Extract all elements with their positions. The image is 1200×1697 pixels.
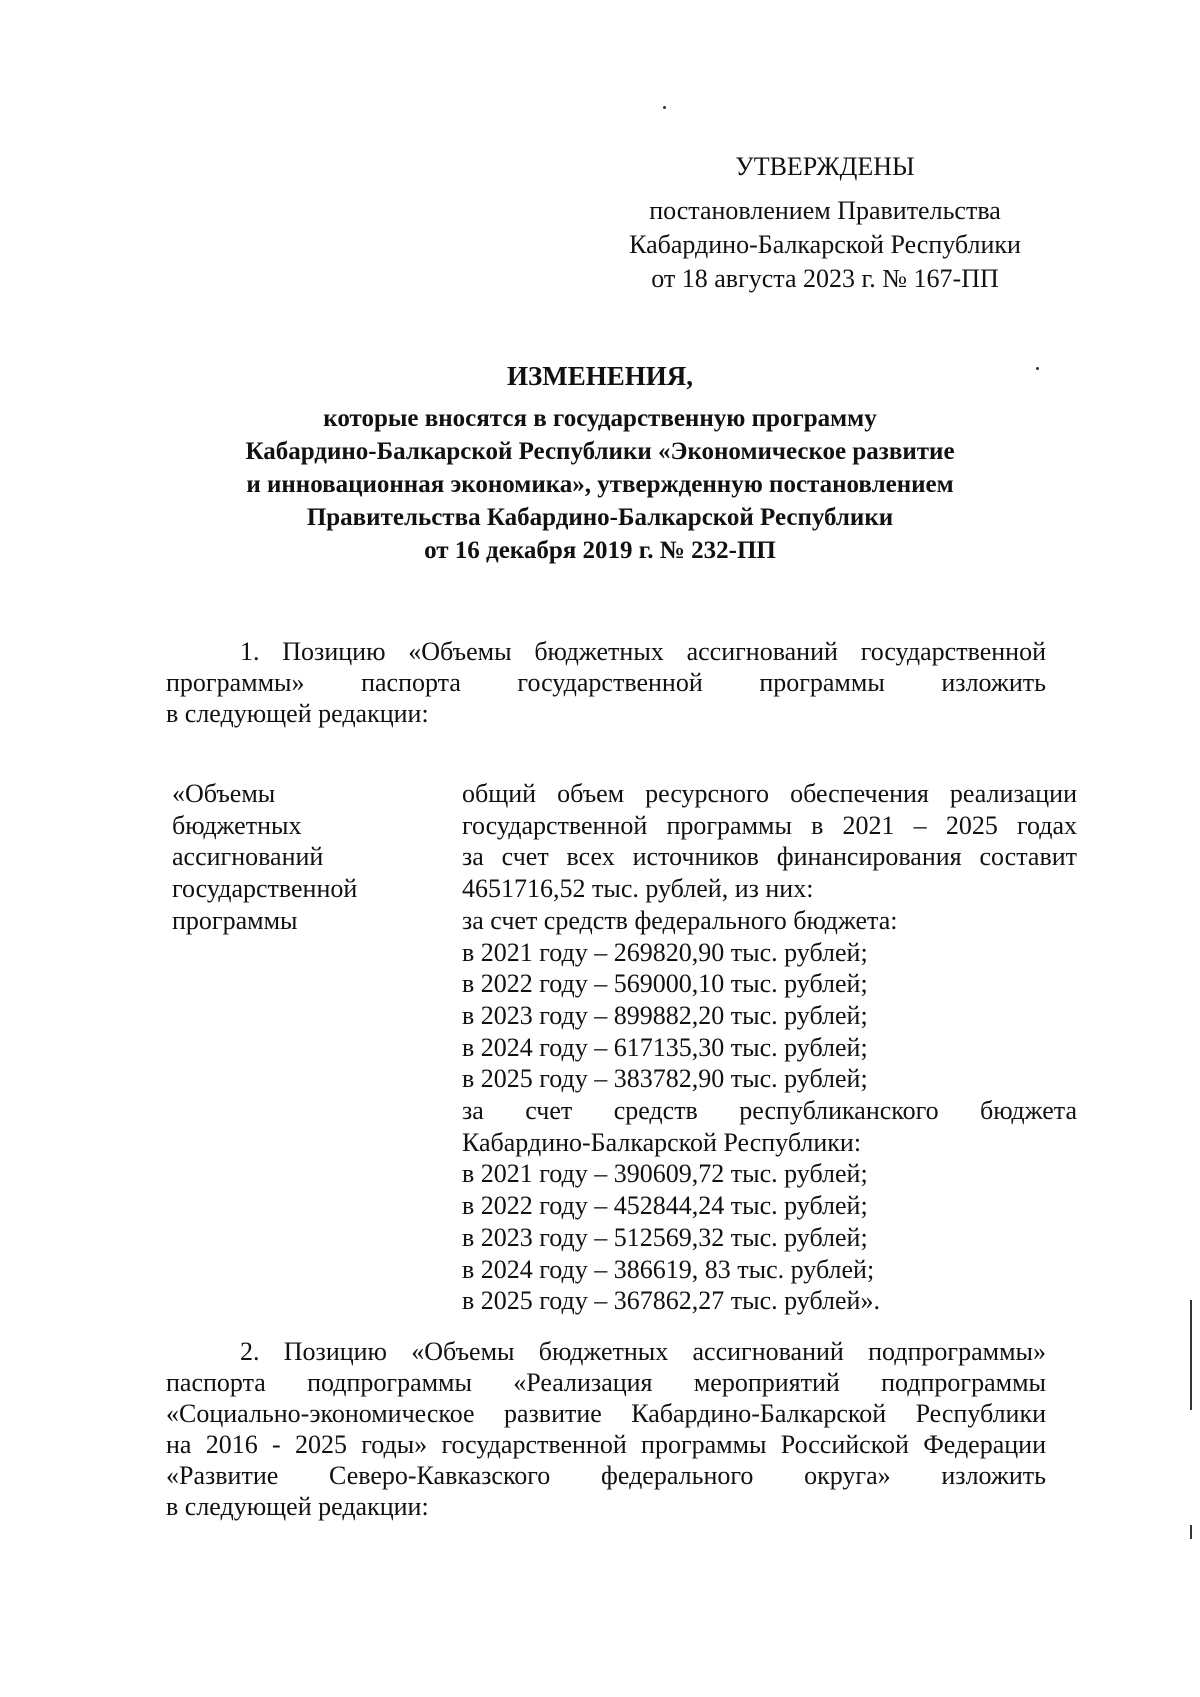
table-label-line: бюджетных xyxy=(172,810,302,840)
approval-line: от 18 августа 2023 г. № 167-ПП xyxy=(651,264,999,293)
scan-speck xyxy=(663,106,666,109)
title-line: от 16 декабря 2019 г. № 232-ПП xyxy=(424,537,776,564)
table-value-line: за счет средств республиканского бюджета xyxy=(462,1096,1077,1126)
table-value-line: государственной программы в 2021 – 2025 годах xyxy=(462,810,1077,840)
table-value-line: в 2023 году – 899882,20 тыс. рублей; xyxy=(462,1000,868,1030)
approval-line: постановлением Правительства xyxy=(649,196,1001,225)
paragraph-line: «Социально-экономическое развитие Кабардино-Балкарской Республики xyxy=(166,1399,1046,1428)
table-value-line: в 2025 году – 367862,27 тыс. рублей». xyxy=(462,1286,880,1316)
approval-heading: УТВЕРЖДЕНЫ xyxy=(735,152,915,181)
table-value-line: за счет всех источников финансирования составит xyxy=(462,842,1077,872)
table-value-cell xyxy=(462,778,1077,1317)
approval-line: Кабардино-Балкарской Республики xyxy=(629,230,1021,259)
table-value-line: в 2021 году – 269820,90 тыс. рублей; xyxy=(462,937,868,967)
paragraph-line: в следующей редакции: xyxy=(166,699,429,728)
table-value-line: в 2022 году – 452844,24 тыс. рублей; xyxy=(462,1191,868,1221)
paragraph-line: «Развитие Северо-Кавказского федерального округа» изложить xyxy=(166,1461,1046,1490)
document-title xyxy=(150,356,1050,567)
table-value-line: в 2024 году – 617135,30 тыс. рублей; xyxy=(462,1032,868,1062)
table-label-line: программы xyxy=(172,905,298,935)
paragraph-line: в следующей редакции: xyxy=(166,1492,429,1521)
point-1-paragraph xyxy=(166,636,1046,729)
paragraph-line: паспорта подпрограммы «Реализация мероприятий подпрограммы xyxy=(166,1368,1046,1397)
table-value-line: за счет средств федерального бюджета: xyxy=(462,905,898,935)
title-line: которые вносятся в государственную программу xyxy=(323,405,877,432)
table-label-line: «Объемы xyxy=(172,779,276,808)
table-value-line: общий объем ресурсного обеспечения реализации xyxy=(462,779,1077,808)
title-line: Кабардино-Балкарской Республики «Экономическое развитие xyxy=(245,438,955,465)
scan-edge-mark xyxy=(1190,1525,1192,1539)
table-value-line: в 2021 году – 390609,72 тыс. рублей; xyxy=(462,1159,868,1189)
point-2-paragraph xyxy=(166,1336,1046,1522)
table-value-line: в 2025 году – 383782,90 тыс. рублей; xyxy=(462,1064,868,1094)
table-label-line: государственной xyxy=(172,874,358,904)
table-value-line: в 2024 году – 386619, 83 тыс. рублей; xyxy=(462,1254,875,1284)
table-label-line: ассигнований xyxy=(172,842,324,872)
table-label-cell xyxy=(172,778,432,937)
table-value-line: Кабардино-Балкарской Республики: xyxy=(462,1127,862,1157)
paragraph-line: на 2016 - 2025 годы» государственной программы Российской Федерации xyxy=(166,1430,1046,1459)
table-value-line: 4651716,52 тыс. рублей, из них: xyxy=(462,874,814,904)
paragraph-line: 2. Позицию «Объемы бюджетных ассигнований подпрограммы» xyxy=(240,1337,1046,1366)
table-value-line: в 2022 году – 569000,10 тыс. рублей; xyxy=(462,969,868,999)
title-line: Правительства Кабардино-Балкарской Республики xyxy=(306,504,894,531)
table-value-line: в 2023 году – 512569,32 тыс. рублей; xyxy=(462,1222,868,1252)
title-line: и инновационная экономика», утвержденную постановлением xyxy=(246,471,954,498)
paragraph-line: 1. Позицию «Объемы бюджетных ассигнований государственной xyxy=(240,637,1046,666)
paragraph-line: программы» паспорта государственной программы изложить xyxy=(166,668,1046,697)
approval-block xyxy=(600,150,1050,296)
title-main: ИЗМЕНЕНИЯ, xyxy=(506,361,693,391)
scan-edge-mark xyxy=(1190,1300,1192,1410)
